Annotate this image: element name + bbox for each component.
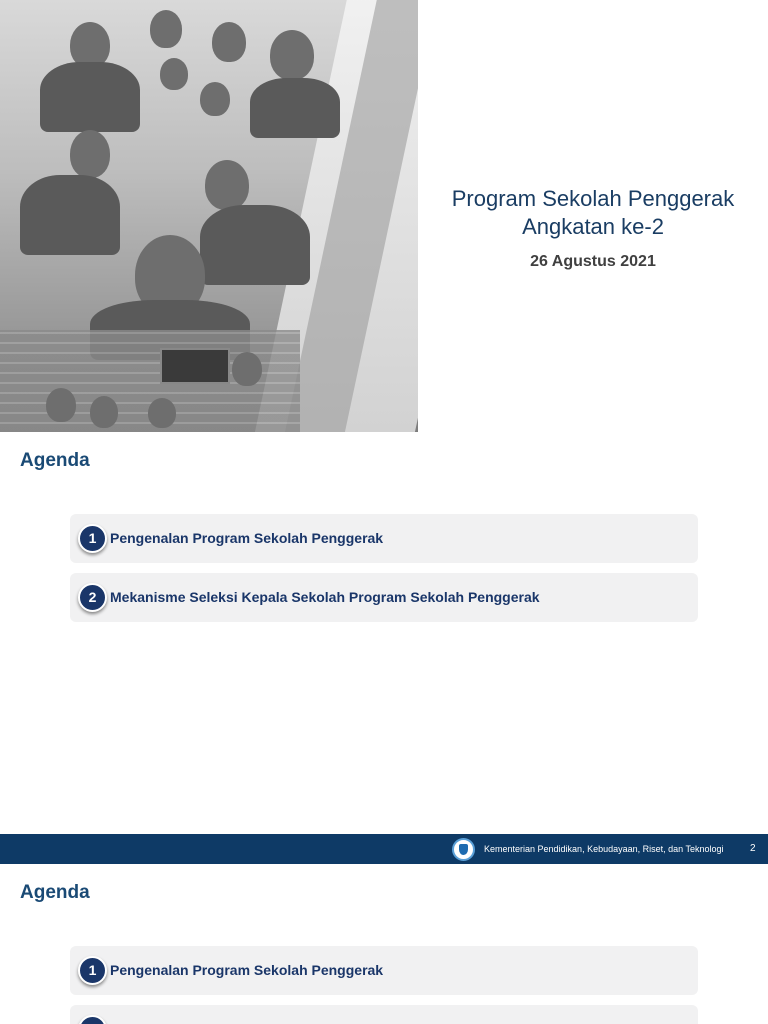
footer-bar — [0, 834, 768, 864]
agenda-item-2 — [70, 1005, 698, 1024]
agenda-heading: Agenda — [20, 450, 90, 471]
agenda-number-badge: 1 — [78, 956, 107, 985]
presentation-date: 26 Agustus 2021 — [530, 253, 656, 270]
footer-page-number: 2 — [750, 843, 756, 854]
title-slide — [0, 0, 768, 432]
agenda-heading: Agenda — [20, 882, 90, 903]
agenda-item-label: Pengenalan Program Sekolah Penggerak — [110, 530, 384, 546]
title-line-2: Angkatan ke-2 — [522, 214, 664, 239]
agenda-slide-2 — [0, 864, 768, 1024]
title-line-1: Program Sekolah Penggerak — [451, 186, 735, 211]
agenda-number-badge — [78, 1015, 107, 1024]
agenda-item-1 — [70, 946, 698, 995]
agenda-item-label: Pengenalan Program Sekolah Penggerak — [110, 962, 384, 978]
cover-photo-collage — [0, 0, 418, 432]
footer-organization: Kementerian Pendidikan, Kebudayaan, Riset, dan Teknologi — [484, 844, 724, 854]
agenda-number-badge: 1 — [78, 524, 107, 553]
agenda-item-label: Mekanisme Seleksi Kepala Sekolah Program Sekolah Penggerak — [110, 589, 540, 605]
agenda-item-2 — [70, 573, 698, 622]
tut-wuri-handayani-logo-icon — [452, 838, 475, 861]
agenda-item-1 — [70, 514, 698, 563]
agenda-number-badge: 2 — [78, 583, 107, 612]
title-block — [418, 185, 768, 271]
agenda-slide-1 — [0, 432, 768, 864]
